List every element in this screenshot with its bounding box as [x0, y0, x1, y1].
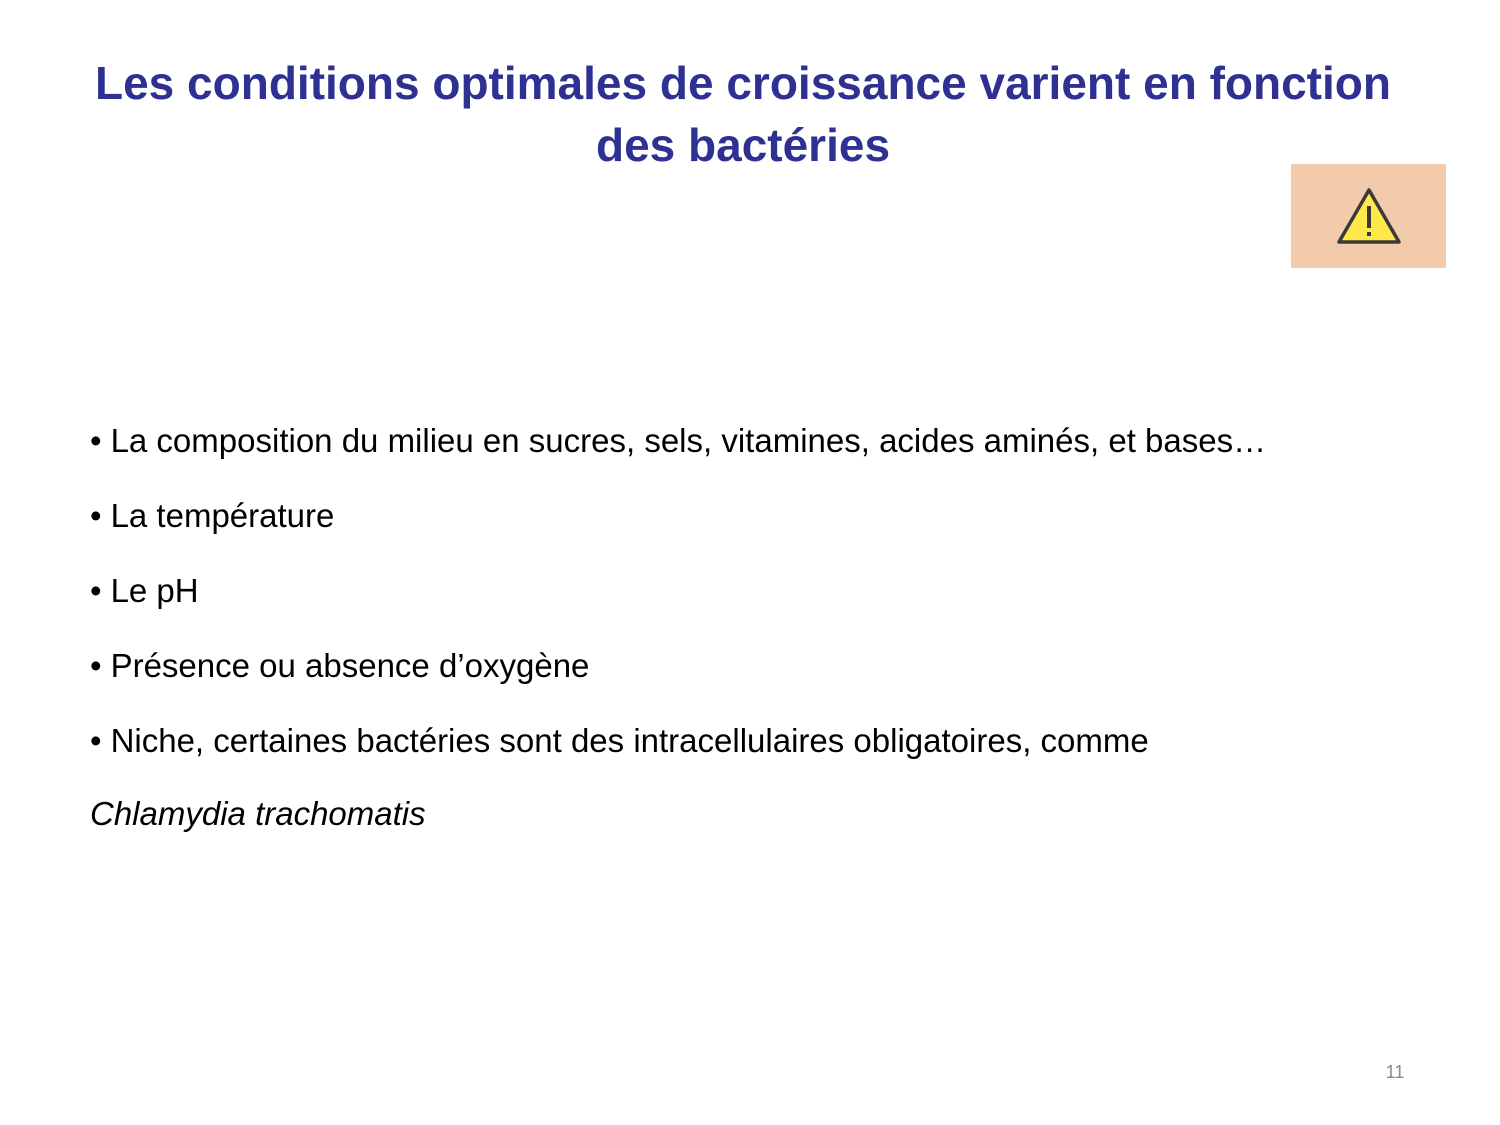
list-item: [90, 489, 1450, 564]
list-item-text: Le pH: [110, 572, 199, 609]
list-item-text: Présence ou absence d’oxygène: [110, 647, 590, 684]
page-number: 11: [1385, 1062, 1405, 1082]
bullet-list: [90, 414, 1450, 789]
list-item: [90, 564, 1450, 639]
list-item-text: La composition du milieu en sucres, sels, vitamines, acides aminés, et bases…: [110, 422, 1267, 459]
species-name: Chlamydia trachomatis: [90, 795, 426, 832]
bullet-marker: •: [90, 422, 102, 459]
list-item: [90, 414, 1450, 489]
bullet-marker: •: [90, 722, 102, 759]
list-item-text: Niche, certaines bactéries sont des intracellulaires obligatoires, comme: [110, 722, 1149, 759]
list-item: [90, 639, 1450, 714]
slide-title: Les conditions optimales de croissance varient en fonction des bactéries: [95, 57, 1391, 171]
bullet-marker: •: [90, 497, 102, 534]
warning-triangle-icon: [1335, 186, 1403, 246]
list-item: [90, 714, 1450, 789]
list-item-text: La température: [110, 497, 335, 534]
warning-box: [1291, 164, 1446, 268]
bullet-marker: •: [90, 647, 102, 684]
bullet-marker: •: [90, 572, 102, 609]
